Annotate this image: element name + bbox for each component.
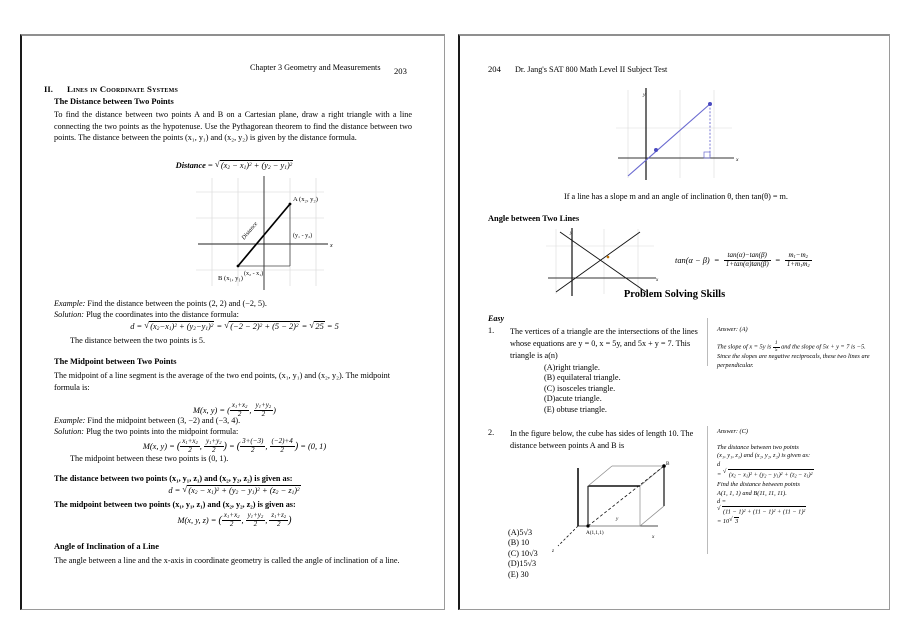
cube-axis-z: z (552, 548, 555, 554)
left-page-header: Chapter 3 Geometry and Measurements (250, 63, 381, 72)
answer-line-3: d (717, 460, 721, 468)
midpoint-formula-display: M(x, y) = ( $\frac{x_1+x_2}{2}$ , $\frac{y_1+y_2}{2}$ ) (193, 401, 276, 418)
figure-label-b: B (x₁, y₁) (218, 275, 243, 282)
example-1-label: Example: (54, 299, 86, 308)
solution-1-math: d = √ $(x_2-x_1)^2 + (y_2-y_1)^2$ = √ $(-2 - 2)^2 + (5 - 2)^2$ = √ 25 = 5 (22, 321, 447, 332)
example-2-text: Find the midpoint between (3, −2) and (−3, 4). (87, 416, 241, 425)
angle-of-inclination-figure (610, 84, 740, 189)
inclination-paragraph: The angle between a line and the x-axis in coordinate geometry is called the angle of inclination of a line. (54, 556, 400, 565)
right-page-header: Dr. Jang's SAT 800 Math Level II Subject Test (515, 65, 668, 74)
section-title: Lines in Coordinate Systems (67, 84, 179, 94)
figure-label-horizontal: (x₂ - x₁) (244, 271, 264, 277)
right-page (458, 34, 890, 610)
cube-axis-y: y (616, 516, 619, 522)
option-c[interactable]: (C) 10√3 (508, 548, 538, 558)
midpoint-3d-label: The midpoint between two points (x₁, y₁, z₁) and (x₂, y₂, z₂) is given as: (54, 500, 296, 509)
option-a[interactable]: (A)5√3 (508, 528, 533, 537)
distance-paragraph: To find the distance between two points A and B on a Cartesian plane, draw a right triangle with a line connecting the two points as the hypotenuse. Use the Pythagorean theorem to find the distance between two points. The distance between the points (x₁, y₁) and (x₂, y₂) is given by the distance formula. (54, 110, 412, 143)
figure-axis-y: y (570, 231, 573, 236)
problem-2-text: In the figure below, the cube has sides of length 10. The distance between points A and B is (510, 429, 694, 450)
problem-2-options (508, 528, 668, 580)
solution-1-label: Solution: (54, 310, 85, 319)
example-1 (54, 298, 414, 310)
difficulty-label: Easy (488, 314, 504, 323)
answer-line-2: (x₁, y₁, z₁) and (x₂, y₂, z₂) is given as: (717, 452, 811, 460)
problem-1-options (544, 363, 704, 415)
subsection-distance-title: The Distance between Two Points (54, 97, 174, 106)
distance-3d-label: The distance between two points (x₁, y₁, z₁) and (x₂, y₂, z₂) is given as: (54, 474, 293, 483)
cube-axis-x: x (652, 534, 655, 540)
distance-triangle-figure (192, 174, 342, 299)
problem-1-text: The vertices of a triangle are the intersections of the lines whose equations are y = 0, x = 5y, and 5x + y = 7. This triangle is a(n) (510, 327, 698, 360)
example-2 (54, 415, 414, 427)
column-divider-2 (707, 426, 708, 554)
problem-solving-skills-title: Problem Solving Skills (623, 289, 726, 300)
solution-1-text: Plug the coordinates into the distance formula: (86, 310, 239, 319)
cube-label-b: B (666, 461, 670, 467)
option-e[interactable]: (E) obtuse triangle. (544, 404, 607, 414)
problem-1-answer-explanation: The slope of x = 5y is $\frac{1}{5}$ and the slope of 5x + y = 7 is −5. Since the slopes are negative reciprocals, these two lines are perpendicular. (717, 340, 870, 369)
solution-1 (54, 309, 414, 321)
figure-axis-x: x (736, 157, 739, 163)
inclination-caption: If a line has a slope m and an angle of inclination θ, then tan(θ) = m. (564, 192, 788, 201)
option-b[interactable]: (B) 10 (508, 538, 530, 548)
subsection-midpoint-title: The Midpoint between Two Points (54, 357, 177, 366)
answer-line-9: = 10 √ 3 (717, 517, 887, 526)
answer-line-1: The distance between two points (717, 444, 799, 451)
problem-1-number: 1. (488, 326, 495, 335)
figure-label-vertical: (y₁ - y₂) (293, 233, 313, 239)
solution-2-conclusion: The midpoint between these two points is (0, 1). (70, 454, 229, 463)
problem-2-answer-explanation (717, 444, 887, 527)
figure-axis-y: y (643, 92, 646, 98)
subsection-angle-title: Angle between Two Lines (488, 214, 580, 223)
problem-2-answer-label: Answer: (C) (717, 428, 748, 435)
cube-label-a: A(1,1,1) (586, 530, 604, 536)
figure-label-a: A (x₂, y₂) (293, 196, 318, 203)
distance-3d-formula: d = √ $(x_2 - x_1)^2 + (y_2 - y_1)^2 + (z_2 - z_1)^2$ (22, 485, 447, 496)
solution-2-text: Plug the two points into the midpoint formula: (86, 427, 239, 436)
option-d[interactable]: (D)acute triangle. (544, 394, 602, 404)
option-c[interactable]: (C) isosceles triangle. (544, 383, 616, 393)
option-d[interactable]: (D)15√3 (508, 559, 537, 569)
solution-2-label: Solution: (54, 427, 85, 436)
answer-line-6: A(1, 1, 1) and B(11, 11, 11). (717, 489, 787, 497)
solution-1-conclusion: The distance between the two points is 5. (70, 336, 206, 345)
subsection-inclination-title: Angle of Inclination of a Line (54, 542, 159, 551)
solution-2-math: M(x, y) = ( $\frac{x_1+x_2}{2}$ , $\frac{y_1+y_2}{2}$ ) = ( $\frac{3+(-3)}{2}$ , $\frac{(-2)+4}{2}$ ) = (0, 1) (142, 437, 327, 454)
example-2-label: Example: (54, 416, 86, 425)
angle-between-lines-formula: tan(α − β) = $\frac{\tan(\alpha)-\tan(\beta)}{1+\tan(\alpha)\tan(\beta)}$ = $\frac{m_1-m_2}{1+m_1m_2}$ (675, 251, 810, 268)
distance-formula-display: Distance = √ $(x_2 - x_1)^2 + (y_2 - y_1)^2$ (22, 160, 447, 171)
answer-line-4: = √ $(x_2 - x_1)^2 + (y_2 - y_1)^2 + (z_2 - z_1)^2$ (717, 469, 887, 481)
left-page-number: 203 (394, 66, 407, 76)
option-e[interactable]: (E) 30 (508, 569, 529, 579)
figure-axis-x: x (330, 243, 333, 249)
right-page-number: 204 (488, 64, 501, 74)
midpoint-paragraph: The midpoint of a line segment is the average of the two end points, (x₁, y₁) and (x₂, y₂). The midpoint formula is: (54, 371, 390, 392)
example-1-text: Find the distance between the points (2, 2) and (−2, 5). (87, 299, 267, 308)
answer-line-8: √ $(11 - 1)^2 + (11 - 1)^2 + (11 - 1)^2$ (717, 506, 887, 517)
option-a[interactable]: (A)right triangle. (544, 363, 600, 372)
option-b[interactable]: (B) equilateral triangle. (544, 373, 621, 383)
figure-label-hypotenuse: Distance (240, 221, 260, 242)
left-page (20, 34, 445, 610)
figure-axis-x: x (656, 278, 659, 283)
answer-line-5: Find the distance between points (717, 481, 800, 489)
problem-2-number: 2. (488, 428, 495, 437)
answer-line-7: d = (717, 497, 726, 505)
column-divider-1 (707, 318, 708, 366)
solution-2 (54, 426, 414, 438)
problem-1-answer-label: Answer: (A) (717, 326, 748, 333)
midpoint-3d-formula: M(x, y, z) = ( $\frac{x_1+x_2}{2}$ , $\frac{y_1+y_2}{2}$ , $\frac{z_1+z_2}{2}$ ) (177, 511, 292, 528)
section-number: II. (44, 84, 53, 94)
